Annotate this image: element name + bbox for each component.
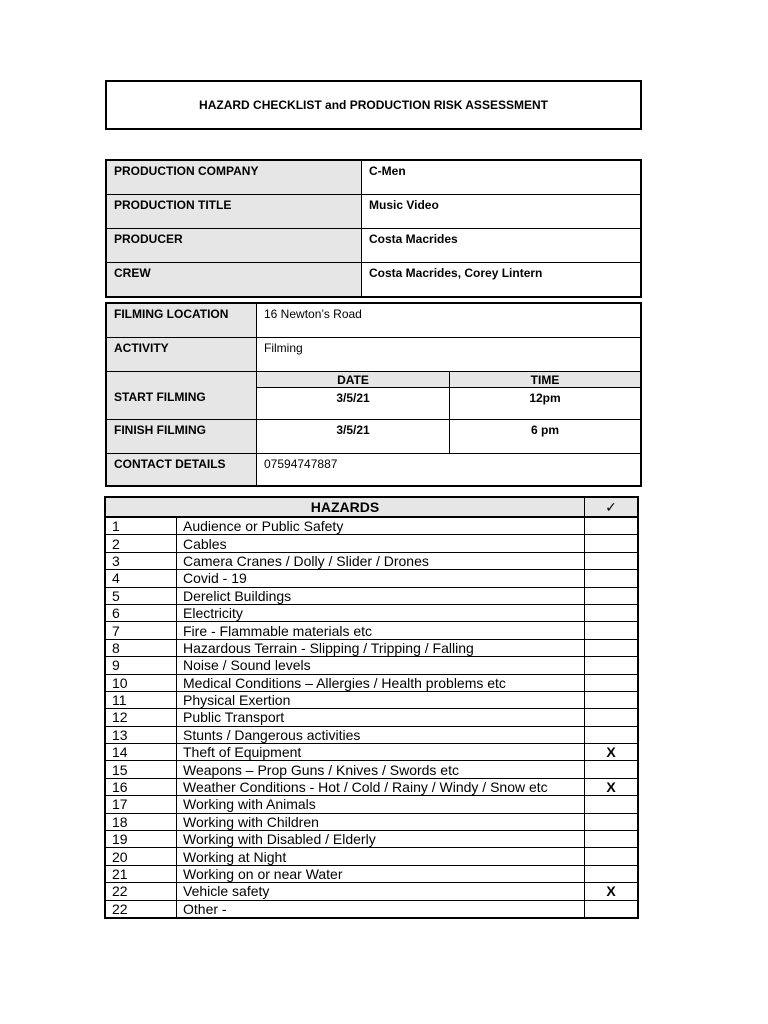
hazard-row — [105, 900, 638, 918]
hazard-check-cell — [585, 517, 639, 535]
hazard-number: 2 — [105, 535, 177, 552]
production-row-label: CREW — [106, 263, 362, 298]
filming-location-value: 16 Newton’s Road — [257, 303, 642, 338]
hazard-check-cell — [585, 796, 639, 813]
production-row-value: Costa Macrides — [362, 229, 642, 263]
hazard-row — [105, 726, 638, 743]
hazard-row — [105, 604, 638, 621]
hazard-row — [105, 865, 638, 882]
hazard-number: 20 — [105, 848, 177, 865]
hazard-check-cell — [585, 622, 639, 639]
hazard-row — [105, 622, 638, 639]
production-row-value: C-Men — [362, 160, 642, 195]
hazard-number: 1 — [105, 517, 177, 535]
hazard-row — [105, 691, 638, 708]
date-time-header-row — [106, 372, 641, 388]
start-filming-label: START FILMING — [106, 372, 257, 420]
hazard-number: 16 — [105, 778, 177, 795]
hazard-check-cell — [585, 552, 639, 569]
hazard-name: Noise / Sound levels — [177, 657, 585, 674]
hazard-number: 12 — [105, 709, 177, 726]
hazard-row — [105, 778, 638, 795]
hazard-number: 21 — [105, 865, 177, 882]
hazard-check-cell — [585, 831, 639, 848]
hazard-row — [105, 744, 638, 761]
production-row — [106, 160, 641, 195]
hazard-row — [105, 796, 638, 813]
activity-label: ACTIVITY — [106, 338, 257, 372]
hazard-number: 10 — [105, 674, 177, 691]
hazard-name: Electricity — [177, 604, 585, 621]
hazard-name: Camera Cranes / Dolly / Slider / Drones — [177, 552, 585, 569]
date-header: DATE — [257, 372, 450, 388]
hazard-name: Weather Conditions - Hot / Cold / Rainy / Windy / Snow etc — [177, 778, 585, 795]
hazard-row — [105, 535, 638, 552]
hazard-name: Covid - 19 — [177, 570, 585, 587]
hazard-row — [105, 831, 638, 848]
hazard-row — [105, 639, 638, 656]
hazard-number: 17 — [105, 796, 177, 813]
hazard-name: Working with Animals — [177, 796, 585, 813]
hazard-check-cell — [585, 726, 639, 743]
hazard-row — [105, 761, 638, 778]
hazard-row — [105, 570, 638, 587]
contact-details-value: 07594747887 — [257, 454, 642, 487]
hazard-row — [105, 848, 638, 865]
document-title: HAZARD CHECKLIST and PRODUCTION RISK ASSESSMENT — [105, 80, 642, 130]
hazard-check-cell: X — [585, 883, 639, 900]
hazard-number: 4 — [105, 570, 177, 587]
hazard-check-cell — [585, 761, 639, 778]
hazard-number: 11 — [105, 691, 177, 708]
hazard-check-cell — [585, 570, 639, 587]
hazard-name: Physical Exertion — [177, 691, 585, 708]
filming-location-row — [106, 303, 641, 338]
activity-value: Filming — [257, 338, 642, 372]
production-row — [106, 263, 641, 298]
hazard-check-cell — [585, 535, 639, 552]
hazard-name: Working on or near Water — [177, 865, 585, 882]
hazard-check-cell: X — [585, 744, 639, 761]
hazard-name: Medical Conditions – Allergies / Health problems etc — [177, 674, 585, 691]
hazard-name: Cables — [177, 535, 585, 552]
hazard-number: 14 — [105, 744, 177, 761]
hazard-name: Theft of Equipment — [177, 744, 585, 761]
hazard-check-cell: X — [585, 778, 639, 795]
hazard-number: 19 — [105, 831, 177, 848]
hazard-check-cell — [585, 865, 639, 882]
hazard-check-cell — [585, 709, 639, 726]
hazard-row — [105, 657, 638, 674]
hazards-table — [104, 496, 639, 919]
hazard-number: 22 — [105, 883, 177, 900]
production-row-label: PRODUCER — [106, 229, 362, 263]
hazard-check-cell — [585, 587, 639, 604]
hazard-check-cell — [585, 848, 639, 865]
hazard-number: 5 — [105, 587, 177, 604]
hazard-number: 13 — [105, 726, 177, 743]
activity-row — [106, 338, 641, 372]
hazard-name: Working with Children — [177, 813, 585, 830]
contact-details-row — [106, 454, 641, 487]
start-date: 3/5/21 — [257, 388, 450, 420]
hazard-name: Weapons – Prop Guns / Knives / Swords etc — [177, 761, 585, 778]
hazard-number: 18 — [105, 813, 177, 830]
finish-time: 6 pm — [450, 420, 642, 454]
contact-details-label: CONTACT DETAILS — [106, 454, 257, 487]
production-row-label: PRODUCTION TITLE — [106, 195, 362, 229]
hazard-name: Stunts / Dangerous activities — [177, 726, 585, 743]
start-time: 12pm — [450, 388, 642, 420]
finish-filming-label: FINISH FILMING — [106, 420, 257, 454]
hazard-number: 7 — [105, 622, 177, 639]
production-row-value: Music Video — [362, 195, 642, 229]
hazard-name: Working with Disabled / Elderly — [177, 831, 585, 848]
hazard-check-cell — [585, 813, 639, 830]
checkmark-icon: ✓ — [585, 497, 639, 517]
hazard-name: Public Transport — [177, 709, 585, 726]
hazard-number: 8 — [105, 639, 177, 656]
hazard-row — [105, 813, 638, 830]
hazard-name: Hazardous Terrain - Slipping / Tripping / Falling — [177, 639, 585, 656]
hazard-name: Fire - Flammable materials etc — [177, 622, 585, 639]
production-info-table — [105, 159, 642, 298]
hazard-check-cell — [585, 691, 639, 708]
filming-location-label: FILMING LOCATION — [106, 303, 257, 338]
hazard-check-cell — [585, 900, 639, 918]
production-row-value: Costa Macrides, Corey Lintern — [362, 263, 642, 298]
hazard-number: 9 — [105, 657, 177, 674]
finish-date: 3/5/21 — [257, 420, 450, 454]
hazard-number: 6 — [105, 604, 177, 621]
hazard-row — [105, 674, 638, 691]
hazard-check-cell — [585, 674, 639, 691]
hazards-header-row — [105, 497, 638, 517]
time-header: TIME — [450, 372, 642, 388]
hazard-name: Working at Night — [177, 848, 585, 865]
hazard-check-cell — [585, 639, 639, 656]
hazard-name: Derelict Buildings — [177, 587, 585, 604]
hazards-header: HAZARDS — [105, 497, 585, 517]
hazard-row — [105, 517, 638, 535]
hazard-row — [105, 587, 638, 604]
hazard-row — [105, 709, 638, 726]
production-row-label: PRODUCTION COMPANY — [106, 160, 362, 195]
production-row — [106, 229, 641, 263]
hazard-name: Other - — [177, 900, 585, 918]
hazard-number: 22 — [105, 900, 177, 918]
hazard-row — [105, 552, 638, 569]
filming-info-table — [105, 302, 642, 487]
hazard-check-cell — [585, 657, 639, 674]
hazard-name: Vehicle safety — [177, 883, 585, 900]
production-row — [106, 195, 641, 229]
hazard-row — [105, 883, 638, 900]
hazard-check-cell — [585, 604, 639, 621]
hazard-name: Audience or Public Safety — [177, 517, 585, 535]
hazard-number: 15 — [105, 761, 177, 778]
finish-filming-row — [106, 420, 641, 454]
hazard-number: 3 — [105, 552, 177, 569]
